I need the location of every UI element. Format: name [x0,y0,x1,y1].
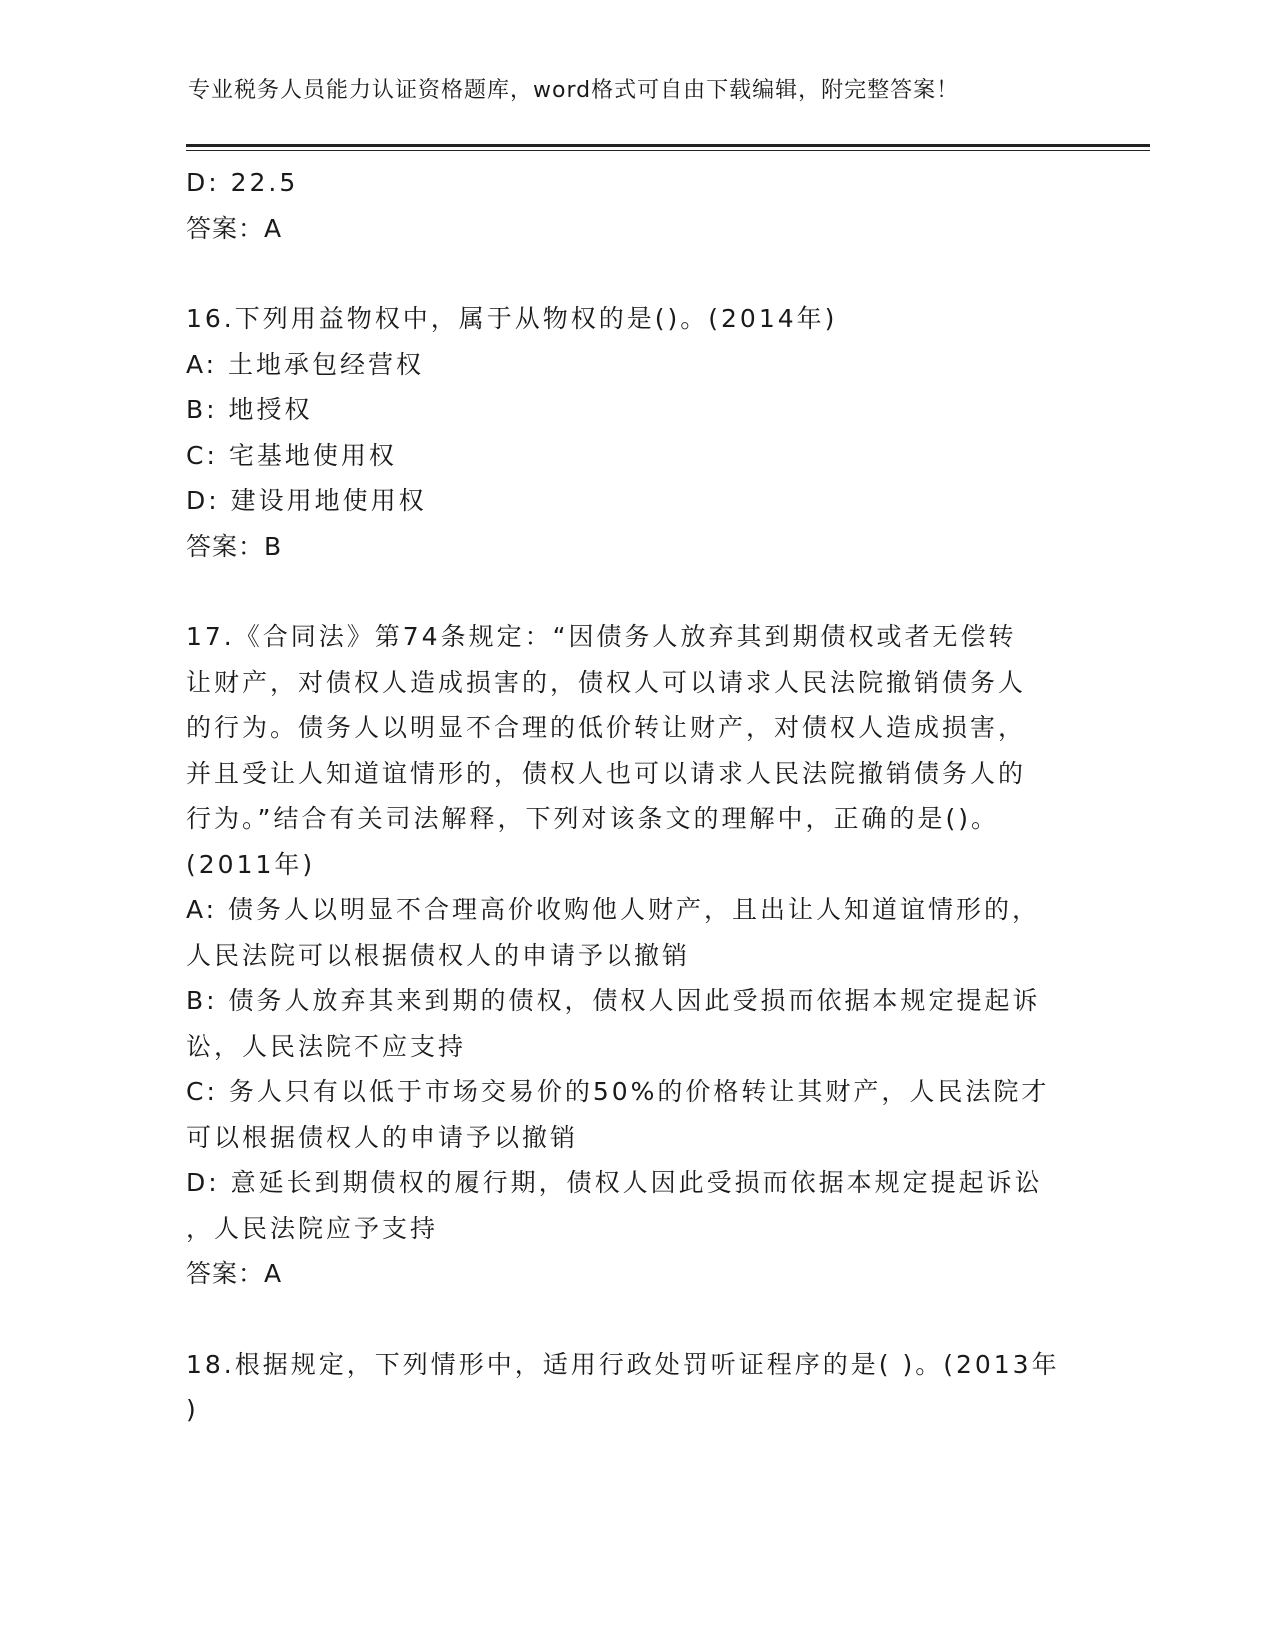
q16-answer: 答案：B [186,531,283,561]
q17-stem-line: 行为。”结合有关司法解释，下列对该条文的理解中，正确的是()。 [186,804,999,833]
q17-option-c-cont: 可以根据债权人的申请予以撤销 [186,1122,579,1152]
header-divider-thin [186,150,1150,151]
q17-stem-line: 并且受让人知道谊情形的，债权人也可以请求人民法院撤销债务人的 [186,758,1027,788]
q17-stem-line: 的行为。债务人以明显不合理的低价转让财产，对债权人造成损害， [186,713,1027,742]
q16-option-a: A: 土地承包经营权 [186,349,425,379]
q17-stem-line: (2011年) [186,849,316,879]
prev-option-d: D: 22.5 [186,168,299,197]
q17-stem-line: 让财产，对债权人造成损害的，债权人可以请求人民法院撤销债务人 [186,667,1027,697]
q17-answer: 答案：A [186,1259,283,1288]
spacer [186,1297,1086,1342]
q17-stem-line: 17.《合同法》第74条规定：“因债务人放弃其到期债权或者无偿转 [186,622,1017,651]
q16-option-c: C: 宅基地使用权 [186,440,397,470]
q17-option-b-cont: 讼，人民法院不应支持 [186,1031,467,1061]
q17-option-a-cont: 人民法院可以根据债权人的申请予以撤销 [186,940,691,970]
question-list [186,160,1086,1433]
spacer [186,569,1086,614]
q17-option-d: D: 意延长到期债权的履行期，债权人因此受损而依据本规定提起诉讼 [186,1168,1043,1197]
q17-option-d-cont: ，人民法院应予支持 [186,1213,439,1243]
q16-stem: 16.下列用益物权中，属于从物权的是()。(2014年) [186,304,838,333]
header-divider-thick [186,144,1150,147]
q17-option-a: A: 债务人以明显不合理高价收购他人财产，且出让人知道谊情形的， [186,895,1041,924]
q17-option-b: B: 债务人放弃其来到期的债权，债权人因此受损而依据本规定提起诉 [186,986,1041,1015]
q16-option-b: B: 地授权 [186,395,313,424]
q16-option-d: D: 建设用地使用权 [186,486,427,515]
q18-stem-line: ) [186,1395,199,1424]
page-header-title: 专业税务人员能力认证资格题库，word格式可自由下载编辑，附完整答案！ [188,78,960,103]
spacer [186,251,1086,296]
q18-stem-line: 18.根据规定，下列情形中，适用行政处罚听证程序的是( )。(2013年 [186,1349,1060,1379]
q17-option-c: C: 务人只有以低于市场交易价的50%的价格转让其财产，人民法院才 [186,1077,1050,1106]
prev-answer: 答案：A [186,213,283,243]
